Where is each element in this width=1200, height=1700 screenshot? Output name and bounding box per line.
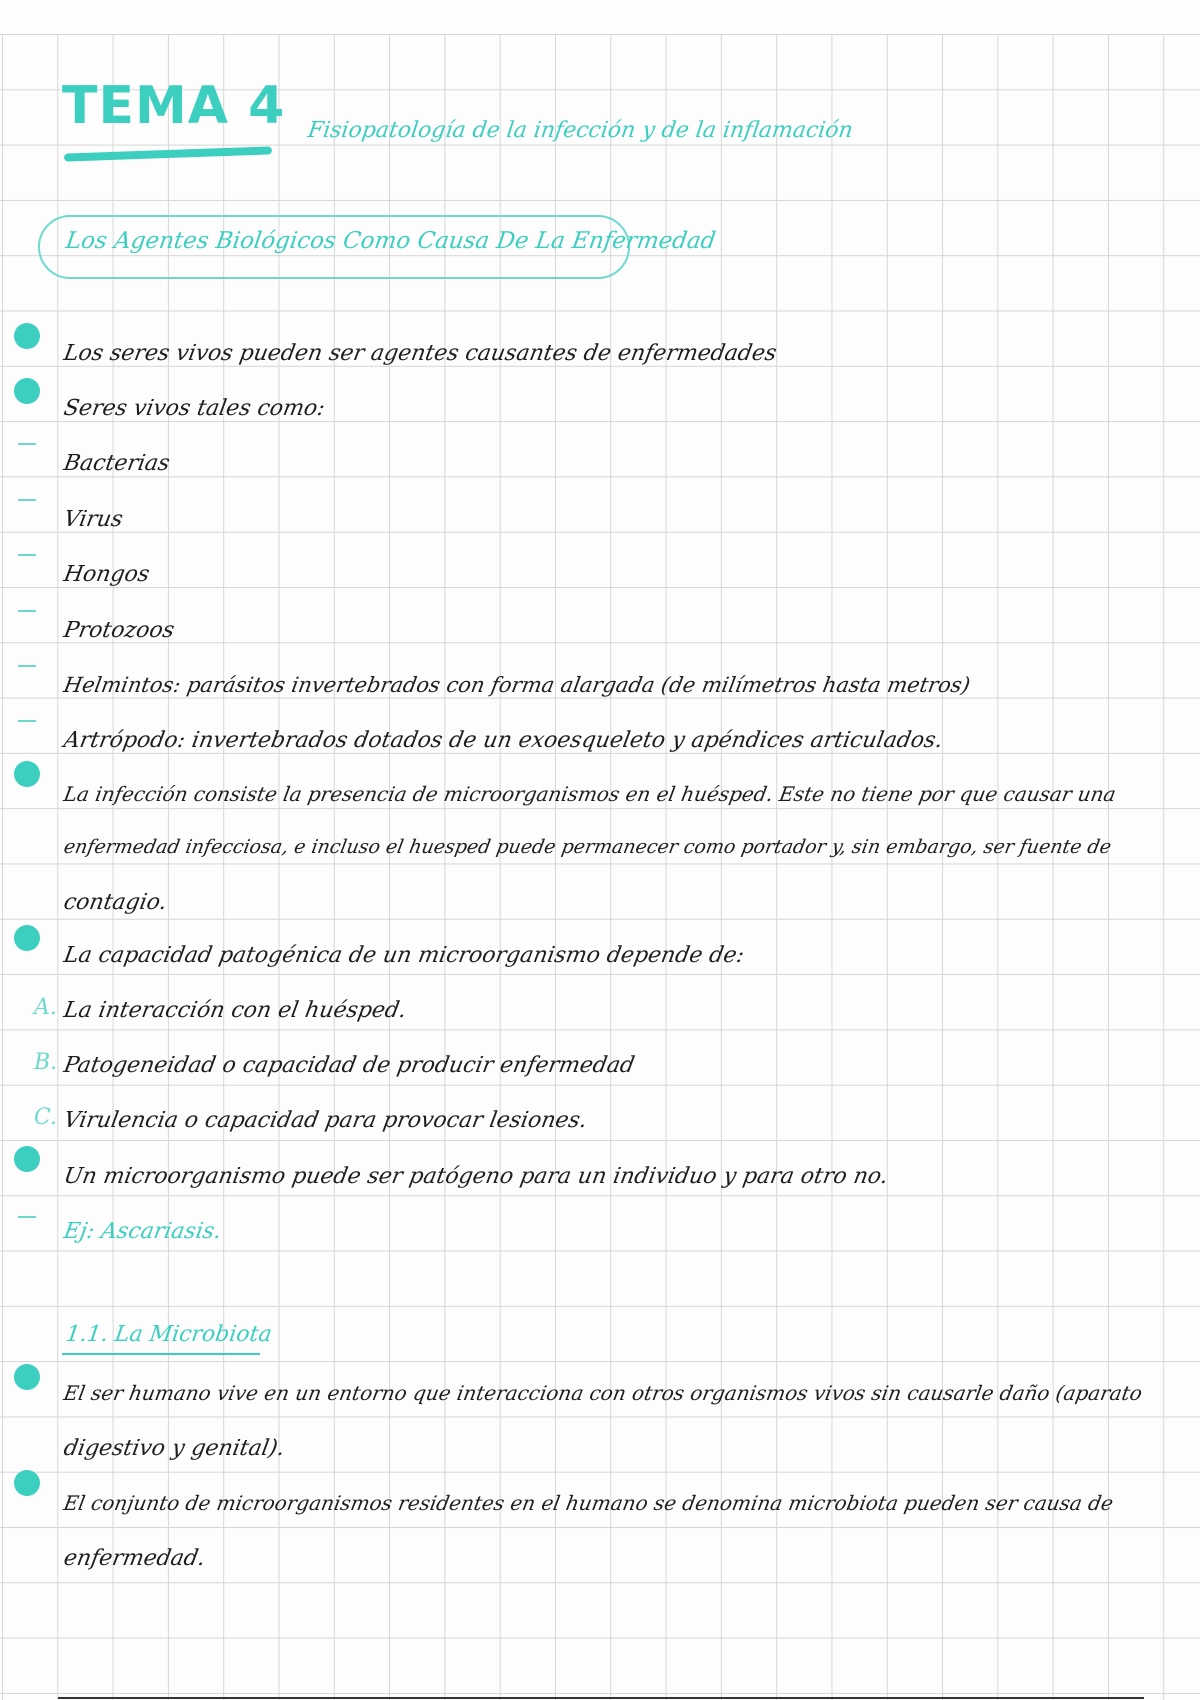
bullet-dot xyxy=(14,323,40,349)
dash-marker xyxy=(18,1216,36,1218)
title-underline xyxy=(64,146,272,161)
note-line: digestivo y genital). xyxy=(61,1436,287,1461)
dash-marker xyxy=(18,443,36,445)
note-line: Artrópodo: invertebrados dotados de un exoesqueleto y apéndices articulados. xyxy=(61,728,945,753)
subsection-underline xyxy=(62,1353,260,1355)
note-line: La infección consiste la presencia de microorganismos en el huésped. Este no tiene por que causar una xyxy=(61,782,1118,806)
dash-marker xyxy=(18,610,36,612)
note-line: enfermedad infecciosa, e incluso el huesped puede permanecer como portador y, sin embargo, ser fuente de xyxy=(62,836,1113,858)
note-line: Hongos xyxy=(61,562,152,587)
note-line: Un microorganismo puede ser patógeno para un individuo y para otro no. xyxy=(61,1164,890,1189)
bullet-dot xyxy=(14,1364,40,1390)
note-line: Helmintos: parásitos invertebrados con forma alargada (de milímetros hasta metros) xyxy=(61,673,973,697)
subsection-title: 1.1. La Microbiota xyxy=(64,1322,274,1347)
dash-marker xyxy=(18,720,36,722)
bullet-dot xyxy=(14,761,40,787)
note-line: Virus xyxy=(61,507,125,532)
bullet-dot xyxy=(14,378,40,404)
section-title: Los Agentes Biológicos Como Causa De La Enfermedad xyxy=(64,228,718,254)
note-line: Los seres vivos pueden ser agentes causantes de enfermedades xyxy=(61,341,779,366)
note-line: Bacterias xyxy=(61,451,172,476)
list-letter-b: B. xyxy=(34,1050,58,1075)
note-line: La interacción con el huésped. xyxy=(61,998,409,1023)
page-subtitle: Fisiopatología de la infección y de la inflamación xyxy=(306,118,855,143)
page-title: TEMA 4 xyxy=(62,76,286,136)
note-line: contagio. xyxy=(61,890,169,915)
bullet-dot xyxy=(14,1146,40,1172)
dash-marker xyxy=(18,665,36,667)
dash-marker xyxy=(18,499,36,501)
list-letter-c: C. xyxy=(34,1105,58,1130)
note-line: Virulencia o capacidad para provocar lesiones. xyxy=(61,1108,590,1133)
dash-marker xyxy=(18,554,36,556)
note-line: Seres vivos tales como: xyxy=(61,396,327,421)
list-letter-a: A. xyxy=(34,995,57,1020)
top-margin xyxy=(0,0,1200,34)
note-line: El ser humano vive en un entorno que interacciona con otros organismos vivos sin causarle daño (aparato xyxy=(61,1381,1145,1405)
note-line: enfermedad. xyxy=(61,1546,208,1571)
bottom-rule xyxy=(58,1697,1144,1699)
note-line: La capacidad patogénica de un microorganismo depende de: xyxy=(61,943,747,968)
bullet-dot xyxy=(14,1470,40,1496)
note-line: El conjunto de microorganismos residentes en el humano se denomina microbiota pueden ser causa de xyxy=(61,1491,1116,1515)
note-line: Protozoos xyxy=(61,618,177,643)
note-line-example: Ej: Ascariasis. xyxy=(61,1219,224,1244)
bullet-dot xyxy=(14,925,40,951)
note-line: Patogeneidad o capacidad de producir enfermedad xyxy=(61,1053,637,1078)
